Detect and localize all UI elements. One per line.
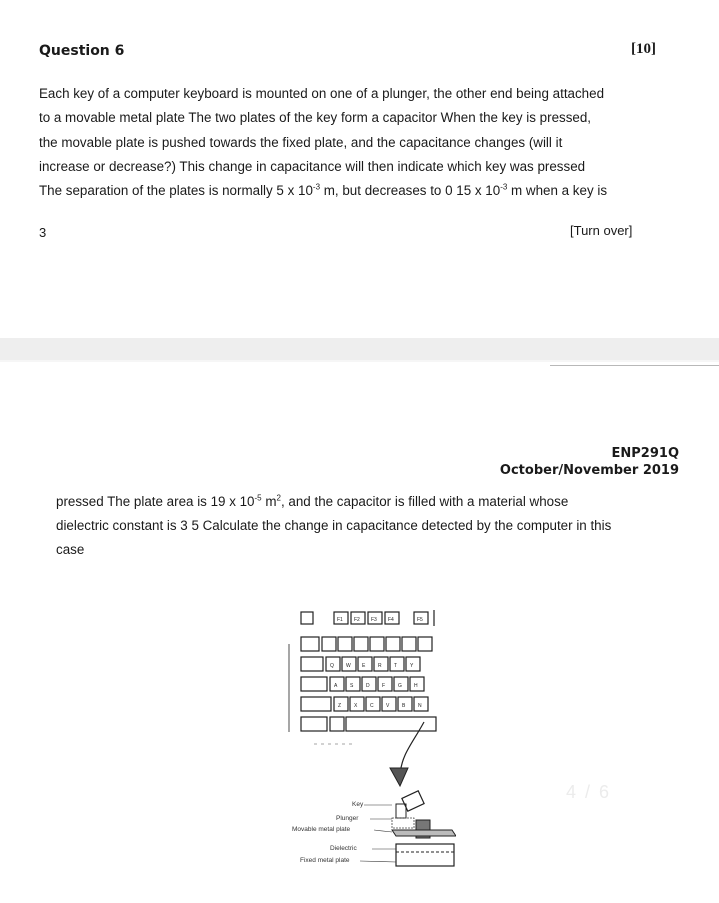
key — [338, 637, 352, 651]
page-separator-edge — [0, 360, 719, 362]
keyboard-capacitor-figure — [284, 604, 456, 876]
key — [322, 637, 336, 651]
paragraph-line: dielectric constant is 3 5 Calculate the change in capacitance detected by the computer in this — [56, 518, 612, 533]
keyboard-diagram — [284, 604, 456, 876]
question-title: Question 6 — [39, 43, 125, 59]
esc-key — [301, 612, 313, 624]
paragraph-line: to a movable metal plate The two plates of the key form a capacitor When the key is pressed, — [39, 110, 592, 126]
turn-over-note: [Turn over] — [570, 223, 633, 238]
paragraph-line: the movable plate is pushed towards the fixed plate, and the capacitance changes (will it — [39, 134, 563, 150]
label-plunger: Plunger — [336, 815, 359, 822]
svg-text:C: C — [370, 703, 374, 709]
svg-text:Z: Z — [338, 703, 342, 709]
key — [354, 637, 368, 651]
question-marks: [10] — [631, 41, 656, 57]
page-number: 3 — [39, 225, 47, 240]
paragraph-line: The separation of the plates is normally 5 x $10^{-3}$ m, but decreases to 0 15 x $10^{-3}$ m when a key is — [39, 182, 608, 199]
svg-text:Y: Y — [410, 663, 414, 669]
label-fixed-plate: Fixed metal plate — [300, 857, 350, 864]
pointer-arrow-curve — [400, 722, 424, 774]
svg-text:G: G — [398, 683, 402, 689]
svg-text:H: H — [414, 683, 418, 689]
key — [386, 637, 400, 651]
course-code: ENP291Q — [611, 446, 679, 461]
key — [301, 637, 319, 651]
exam-page-top — [0, 0, 719, 338]
question-continuation — [56, 490, 686, 562]
header-rule — [550, 365, 719, 366]
svg-text:D: D — [366, 683, 370, 689]
svg-text:T: T — [394, 663, 398, 669]
paragraph-line: increase or decrease?) This change in capacitance will then indicate which key was pressed — [39, 158, 586, 174]
svg-text:V: V — [386, 703, 390, 709]
page-separator — [0, 338, 719, 360]
svg-text:F1: F1 — [337, 617, 343, 623]
svg-text:W: W — [346, 663, 351, 669]
svg-text:E: E — [362, 663, 366, 669]
svg-text:F: F — [382, 683, 386, 689]
ctrl-key — [301, 717, 327, 731]
svg-text:N: N — [418, 703, 422, 709]
movable-plate — [392, 818, 414, 828]
svg-text:Q: Q — [330, 663, 334, 669]
svg-text:F5: F5 — [417, 617, 423, 623]
svg-text:R: R — [378, 663, 382, 669]
paragraph-line: case — [56, 542, 85, 557]
key-cap — [402, 791, 424, 811]
svg-text:B: B — [402, 703, 406, 709]
svg-text:F3: F3 — [371, 617, 377, 623]
exam-date: October/November 2019 — [499, 463, 679, 478]
movable-plate-edge — [392, 830, 456, 836]
svg-text:X: X — [354, 703, 358, 709]
svg-text:S: S — [350, 683, 354, 689]
tab-key — [301, 657, 323, 671]
plunger-top — [396, 804, 406, 818]
label-key: Key — [352, 801, 364, 808]
key — [418, 637, 432, 651]
pointer-arrow-head — [390, 768, 408, 786]
svg-text:F4: F4 — [388, 617, 394, 623]
label-dielectric: Dielectric — [330, 845, 357, 852]
key — [402, 637, 416, 651]
key — [370, 637, 384, 651]
label-movable-plate: Movable metal plate — [292, 826, 351, 833]
paragraph-line: pressed The plate area is 19 x $10^{-5}$ $m^2$, and the capacitor is filled with a material whose — [56, 493, 569, 509]
shift-key — [301, 697, 331, 711]
caps-lock-key — [301, 677, 327, 691]
paragraph-line: Each key of a computer keyboard is mounted on one of a plunger, the other end being attached — [39, 86, 605, 101]
fixed-plate-block — [396, 844, 454, 866]
svg-text:F2: F2 — [354, 617, 360, 623]
page-indicator-watermark: 4 / 6 — [566, 782, 612, 802]
svg-text:A: A — [334, 683, 338, 689]
question-paragraph — [39, 82, 669, 203]
